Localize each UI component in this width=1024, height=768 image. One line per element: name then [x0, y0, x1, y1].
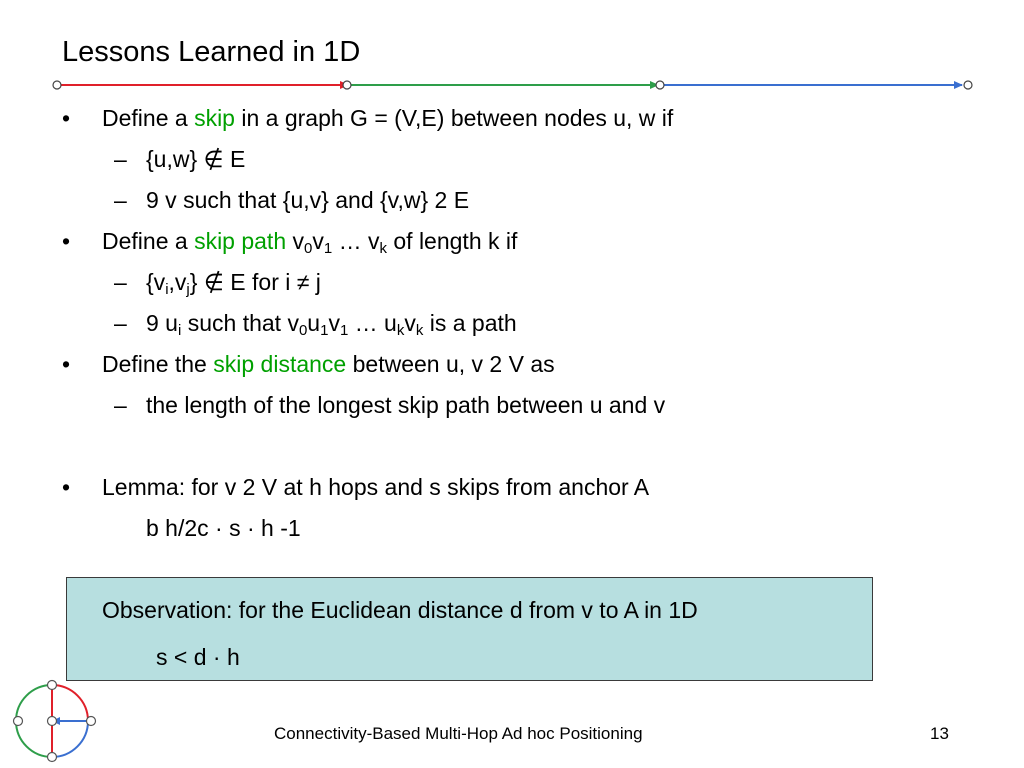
- bullet-marker: •: [62, 105, 71, 131]
- observation-box: [66, 577, 873, 681]
- dash-marker: –: [114, 146, 127, 172]
- bullet-skip-distance-definition: Define the skip distance between u, v 2 V as: [102, 351, 555, 377]
- subbullet-exists-ui: 9 $u_i$ such that $v_0u_1v_1$ … $u_kv_k$ is a path: [146, 310, 517, 339]
- page-number: 13: [930, 724, 949, 743]
- subbullet-longest-skip-path: the length of the longest skip path between u and v: [146, 392, 666, 418]
- bullet-lemma: Lemma: for v 2 V at h hops and s skips from anchor A: [102, 474, 650, 500]
- subbullet-exists-v: 9 v such that {u,v} and {v,w} 2 E: [146, 187, 470, 213]
- observation-text: Observation: for the Euclidean distance d from v to A in 1D: [102, 597, 698, 623]
- dash-marker: –: [114, 187, 127, 213]
- bullet-marker: •: [62, 351, 71, 377]
- dash-marker: –: [114, 310, 127, 336]
- network-logo-icon: [12, 678, 102, 766]
- dash-marker: –: [114, 392, 127, 418]
- bullet-marker: •: [62, 228, 71, 254]
- subbullet-vivj-not-edge: $\{v_i,v_j\}$ ∉ E for i ≠ j: [146, 269, 321, 298]
- subbullet-uw-not-edge: {u,w} ∉ E: [146, 146, 246, 172]
- bullet-skip-definition: Define a skip in a graph G = (V,E) between nodes u, w if: [102, 105, 674, 131]
- footer-title: Connectivity-Based Multi-Hop Ad hoc Positioning: [274, 724, 643, 743]
- lemma-formula: b h/2c · s · h -1: [146, 515, 301, 541]
- bullet-marker: •: [62, 474, 71, 500]
- dash-marker: –: [114, 269, 127, 295]
- title-divider: [50, 76, 980, 94]
- bullet-skip-path-definition: Define a skip path $v_0v_1$ … $v_k$ of length k if: [102, 228, 518, 257]
- observation-formula: s < d · h: [156, 644, 240, 670]
- slide-title: Lessons Learned in 1D: [62, 36, 361, 68]
